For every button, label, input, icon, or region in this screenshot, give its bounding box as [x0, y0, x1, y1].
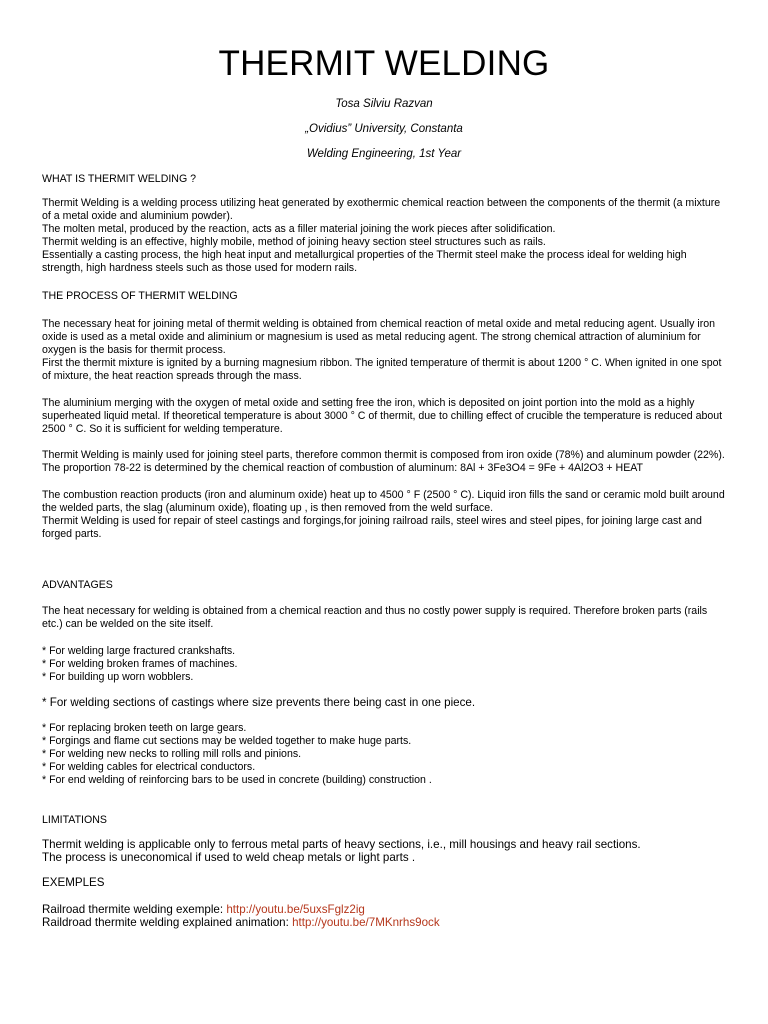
list-item: * For welding sections of castings where size prevents there being cast in one piece. [42, 696, 476, 709]
list-item: * Forgings and flame cut sections may be welded together to make huge parts. [42, 735, 412, 748]
section-heading: WHAT IS THERMIT WELDING ? [42, 173, 197, 185]
list-item: * For building up worn wobblers. [42, 671, 194, 684]
examples-body [42, 903, 726, 929]
process-heading [42, 290, 726, 303]
section-heading: THE PROCESS OF THERMIT WELDING [42, 290, 238, 302]
list-item: * For end welding of reinforcing bars to be used in concrete (building) construction . [42, 774, 432, 787]
advantages-intro [42, 605, 726, 631]
program-name: Welding Engineering, 1st Year [306, 148, 462, 160]
advantages-heading [42, 579, 726, 592]
paragraph: The aluminium merging with the oxygen of metal oxide and setting free the iron, which is deposited on joint portion into the mold as a highly superheated liquid metal. If theoretical temperature is about 3000 ° C of thermit, due to chilling effect of crucible the temperature is reduced about 2500 ° C. So it is sufficient for welding temperature. [42, 397, 723, 436]
example-label: Raildroad thermite welding explained animation: [42, 916, 293, 930]
example-line [42, 916, 726, 929]
process-para-1 [42, 318, 726, 383]
limitations-body [42, 838, 726, 864]
university-name: „Ovidius” University, Constanta [305, 123, 463, 135]
paragraph: Thermit welding is an effective, highly mobile, method of joining heavy section steel structures such as rails. [42, 236, 546, 249]
section-heading: EXEMPLES [42, 876, 105, 889]
paragraph: The necessary heat for joining metal of thermit welding is obtained from chemical reaction of metal oxide and metal reducing agent. Usually iron oxide is used as a metal oxide and aliminium or magnesium is used as metal reducing agent. The strong chemical attraction of aluminium for oxygen is the basis for thermit process. [42, 318, 716, 357]
author-name: Tosa Silviu Razvan [335, 98, 433, 110]
list-item: * For welding cables for electrical conductors. [42, 761, 256, 774]
paragraph: Essentially a casting process, the high heat input and metallurgical properties of the Thermit steel make the process ideal for welding high strength, high hardness steels such as those used for modern rails. [42, 249, 687, 275]
advantages-single [42, 696, 726, 709]
paragraph: Thermit Welding is mainly used for joining steel parts, therefore common thermit is composed from iron oxide (78%) and aluminum powder (22%). The proportion 78-22 is determined by the chemical reaction of combustion of aluminum: 8Al + 3Fe3O4 = 9Fe + 4Al2O3 + HEAT [42, 449, 725, 475]
what-section-body [42, 197, 726, 276]
paragraph: The heat necessary for welding is obtained from a chemical reaction and thus no costly power supply is required. Therefore broken parts (rails etc.) can be welded on the site itself. [42, 605, 708, 631]
section-heading: ADVANTAGES [42, 579, 113, 591]
paragraph: Thermit Welding is a welding process utilizing heat generated by exothermic chemical reaction between the components of the thermit (a mixture of a metal oxide and aluminium powder). [42, 197, 721, 223]
examples-heading [42, 876, 726, 889]
paragraph: The process is uneconomical if used to weld cheap metals or light parts . [42, 851, 416, 865]
youtube-link[interactable]: http://youtu.be/7MKnrhs9ock [292, 916, 440, 930]
advantages-list-1 [42, 645, 726, 684]
paragraph: Thermit welding is applicable only to ferrous metal parts of heavy sections, i.e., mill housings and heavy rail sections. [42, 838, 641, 851]
process-para-4 [42, 489, 726, 541]
youtube-link[interactable]: http://youtu.be/5uxsFglz2ig [226, 903, 365, 916]
list-item: * For welding large fractured crankshafts. [42, 645, 236, 657]
example-line [42, 903, 726, 916]
process-para-3 [42, 449, 726, 475]
paragraph: First the thermit mixture is ignited by a burning magnesium ribbon. The ignited temperature of thermit is about 1200 ° C. When ignited in one spot of mixture, the heat reaction spreads through the mass. [42, 357, 722, 383]
advantages-list-2 [42, 722, 726, 787]
paragraph: The combustion reaction products (iron and aluminum oxide) heat up to 4500 ° F (2500 ° C). Liquid iron fills the sand or ceramic mold built around the welded parts, the slag (aluminum oxide), floating up , is then removed from the weld surface. [42, 489, 725, 515]
list-item: * For replacing broken teeth on large gears. [42, 722, 247, 734]
what-heading [42, 173, 726, 186]
process-para-2 [42, 397, 726, 436]
list-item: * For welding new necks to rolling mill rolls and pinions. [42, 748, 302, 761]
section-heading: LIMITATIONS [42, 814, 107, 826]
example-label: Railroad thermite welding exemple: [42, 903, 227, 916]
paragraph: The molten metal, produced by the reaction, acts as a filler material joining the work pieces after solidification. [42, 223, 556, 236]
paragraph: Thermit Welding is used for repair of steel castings and forgings,for joining railroad rails, steel wires and steel pipes, for joining large cast and forged parts. [42, 515, 702, 541]
list-item: * For welding broken frames of machines. [42, 658, 238, 671]
limitations-heading [42, 814, 726, 827]
document-title: THERMIT WELDING [218, 44, 550, 83]
